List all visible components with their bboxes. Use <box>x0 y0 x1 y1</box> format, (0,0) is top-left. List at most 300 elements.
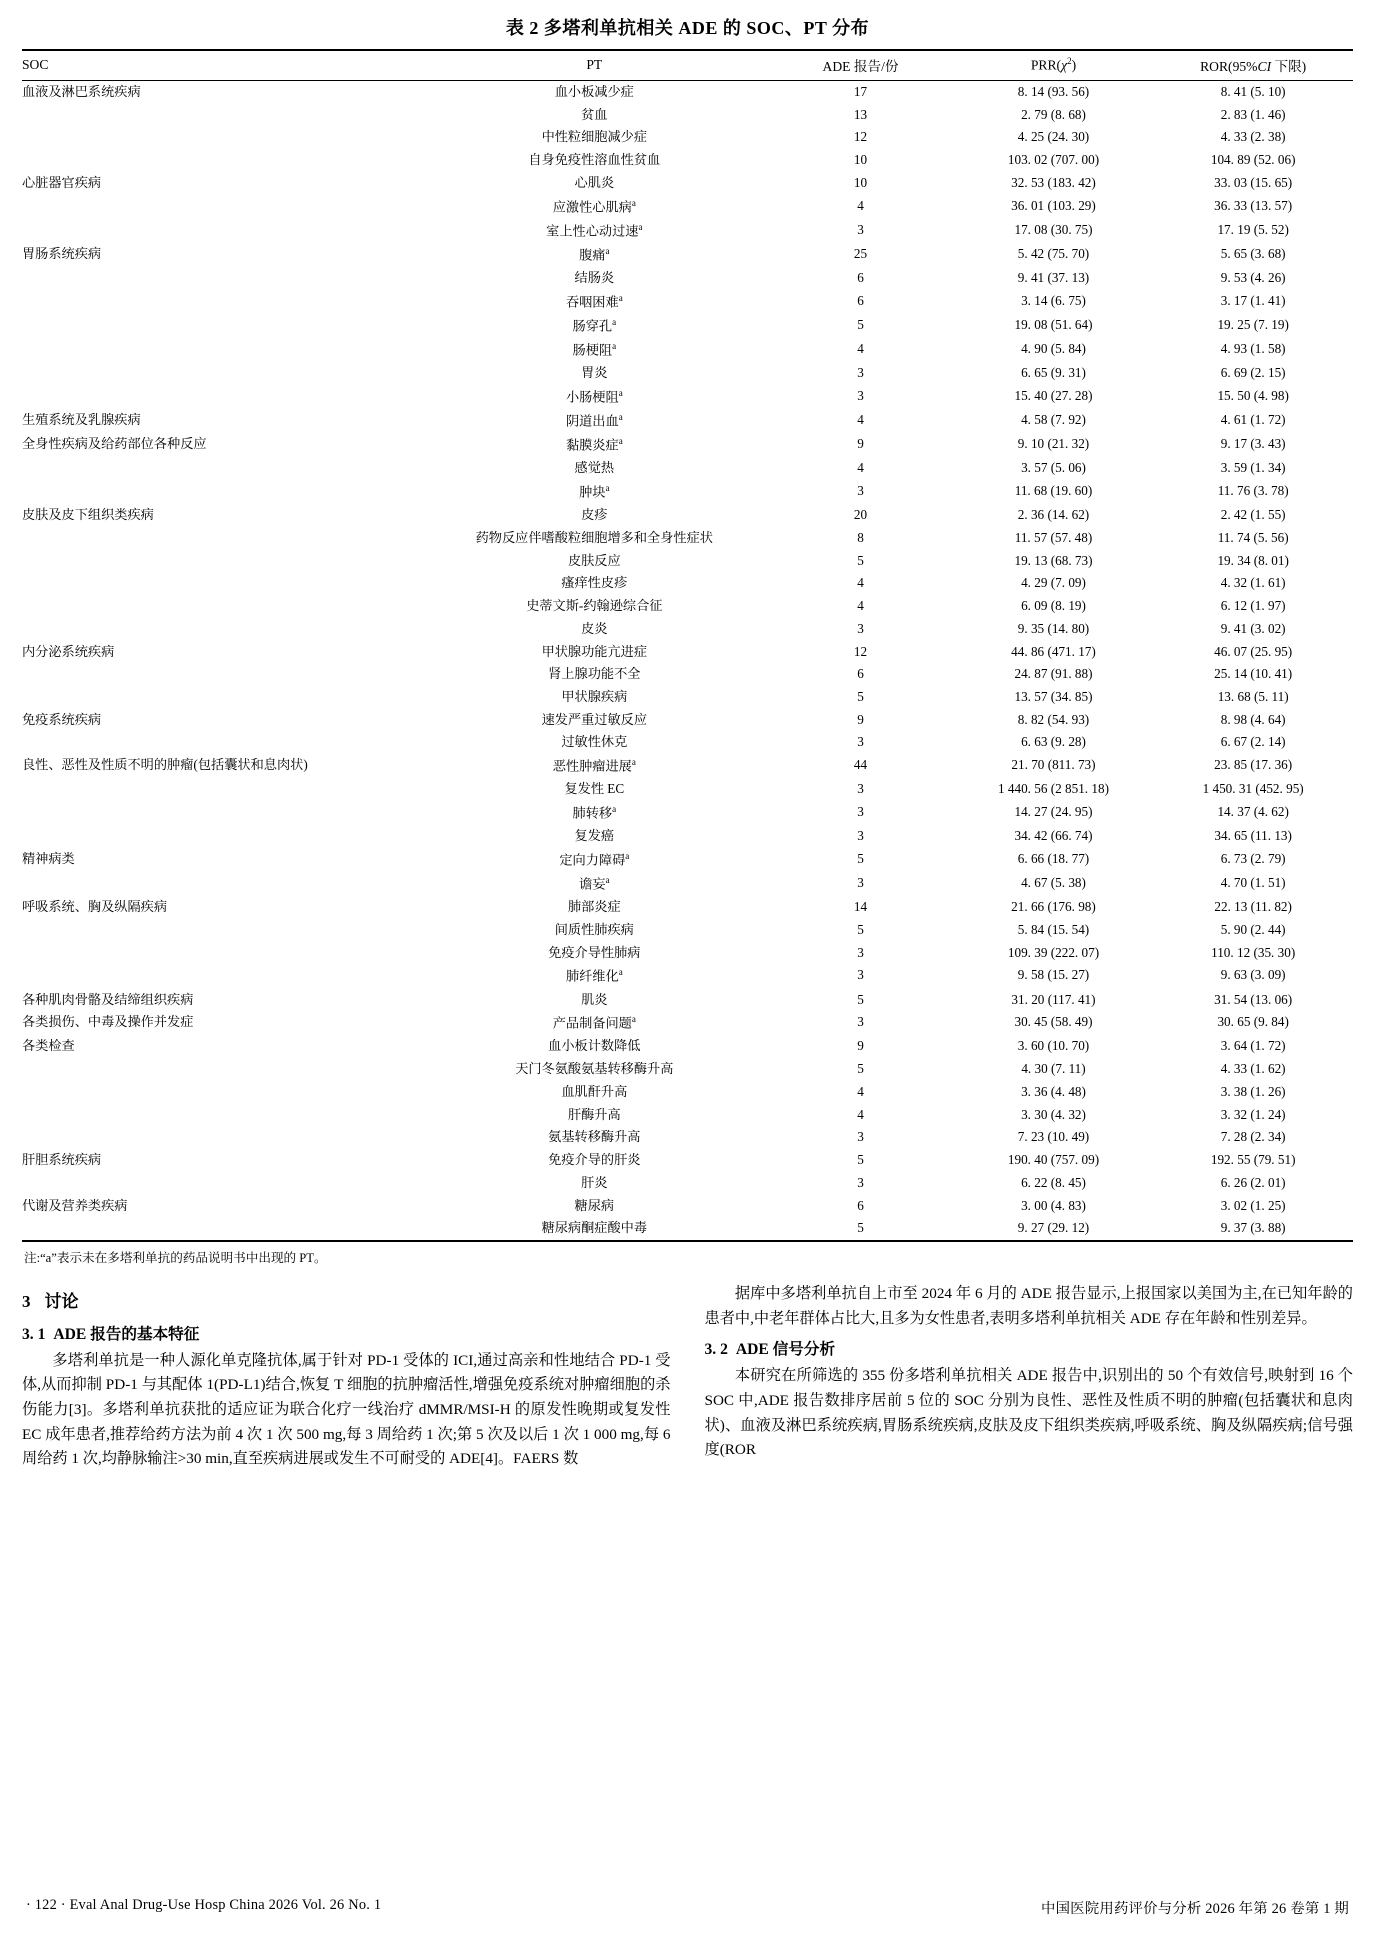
cell-pt: 间质性肺疾病 <box>554 921 634 937</box>
cell-report-count: 6 <box>857 292 864 308</box>
cell-report-count: 3 <box>857 365 864 381</box>
table-row <box>22 1058 1353 1081</box>
table-section <box>22 0 1353 1266</box>
cell-prr: 36. 01 (103. 29) <box>1011 197 1096 213</box>
cell-pt: 皮肤反应 <box>567 552 621 568</box>
cell-pt: 瘙痒性皮疹 <box>561 575 628 591</box>
cell-pt: 心肌炎 <box>574 174 615 190</box>
cell-prr: 11. 57 (57. 48) <box>1014 529 1093 545</box>
cell-report-count: 3 <box>857 828 864 844</box>
cell-ror: 6. 26 (2. 01) <box>1220 1174 1286 1190</box>
cell-ror: 4. 70 (1. 51) <box>1220 875 1286 891</box>
cell-soc <box>22 1081 421 1104</box>
table-row <box>22 104 1353 127</box>
table-head <box>22 50 1353 81</box>
cell-soc <box>22 964 421 988</box>
cell-ror: 9. 53 (4. 26) <box>1220 270 1286 286</box>
cell-soc <box>22 801 421 825</box>
cell-ror: 22. 13 (11. 82) <box>1214 899 1292 915</box>
cell-pt: 血肌酐升高 <box>561 1083 628 1099</box>
cell-prr: 34. 42 (66. 74) <box>1014 828 1093 844</box>
table-row <box>22 385 1353 409</box>
table-row <box>22 618 1353 641</box>
table-row <box>22 409 1353 433</box>
cell-report-count: 9 <box>857 436 864 452</box>
cell-ror: 46. 07 (25. 95) <box>1214 643 1293 659</box>
cell-prr: 3. 00 (4. 83) <box>1021 1197 1086 1213</box>
cell-soc: 血液及淋巴系统疾病 <box>22 84 141 99</box>
cell-pt: 过敏性休克 <box>561 734 628 750</box>
cell-soc <box>22 825 421 848</box>
cell-report-count: 4 <box>857 598 864 614</box>
table-row <box>22 919 1353 942</box>
cell-soc <box>22 1172 421 1195</box>
cell-prr: 4. 25 (24. 30) <box>1017 129 1090 145</box>
cell-pt: 肺转移$^a$ <box>572 804 617 821</box>
cell-soc <box>22 618 421 641</box>
subsection-title: ADE 报告的基本特征 <box>53 1325 200 1343</box>
cell-prr: 4. 67 (5. 38) <box>1021 875 1086 891</box>
cell-soc <box>22 338 421 362</box>
table-row <box>22 504 1353 527</box>
table-row <box>22 1081 1353 1104</box>
cell-prr: 4. 29 (7. 09) <box>1021 575 1086 591</box>
cell-ror: 19. 34 (8. 01) <box>1217 552 1289 568</box>
cell-pt: 血小板计数降低 <box>548 1038 641 1054</box>
cell-report-count: 3 <box>857 1174 864 1190</box>
paragraph-3: 本研究在所筛选的 355 份多塔利单抗相关 ADE 报告中,识别出的 50 个有效信号,映射到 16 个 SOC 中,ADE 报告数排序居前 5 位的 SOC 分别为良性、恶性及性质不明的肿瘤(包括囊状和息肉状)、血液及淋巴系统疾病,胃肠系统疾病,皮肤及皮下组织类疾病,呼吸系统、胸及纵隔疾病;信号强度(ROR <box>704 1367 1353 1459</box>
cell-pt: 中性粒细胞减少症 <box>541 129 648 145</box>
cell-report-count: 3 <box>857 483 864 498</box>
table-row <box>22 362 1353 385</box>
subsection-number: 3. 1 <box>22 1325 46 1343</box>
cell-prr: 19. 08 (51. 64) <box>1014 316 1093 332</box>
cell-report-count: 3 <box>857 1014 864 1030</box>
cell-report-count: 3 <box>857 1129 864 1145</box>
column-header-pt: PT <box>586 57 603 72</box>
cell-ror: 4. 32 (1. 61) <box>1220 575 1286 591</box>
table-row <box>22 778 1353 801</box>
cell-prr: 14. 27 (24. 95) <box>1014 804 1093 820</box>
cell-ror: 110. 12 (35. 30) <box>1211 944 1296 960</box>
cell-ror: 4. 33 (2. 38) <box>1220 129 1286 145</box>
cell-prr: 103. 02 (707. 00) <box>1007 152 1100 168</box>
cell-ror: 9. 41 (3. 02) <box>1220 620 1286 636</box>
subsection-number: 3. 2 <box>704 1341 728 1359</box>
cell-ror: 6. 67 (2. 14) <box>1220 734 1286 750</box>
cell-ror: 13. 68 (5. 11) <box>1217 689 1289 704</box>
cell-ror: 3. 38 (1. 26) <box>1220 1083 1286 1099</box>
cell-prr: 3. 60 (10. 70) <box>1017 1038 1090 1054</box>
cell-pt: 速发严重过敏反应 <box>541 711 648 727</box>
cell-report-count: 3 <box>857 875 864 891</box>
cell-prr: 9. 35 (14. 80) <box>1017 620 1090 636</box>
table-row <box>22 641 1353 664</box>
cell-ror: 31. 54 (13. 06) <box>1214 991 1293 1007</box>
table-row <box>22 1011 1353 1035</box>
cell-prr: 5. 84 (15. 54) <box>1017 921 1090 937</box>
cell-prr: 4. 30 (7. 11) <box>1021 1061 1086 1077</box>
cell-prr: 19. 13 (68. 73) <box>1014 552 1093 568</box>
table-row <box>22 314 1353 338</box>
table-row <box>22 550 1353 573</box>
cell-pt: 阴道出血$^a$ <box>565 412 623 429</box>
table-title: 表 2 多塔利单抗相关 ADE 的 SOC、PT 分布 <box>505 18 870 38</box>
cell-pt: 血小板减少症 <box>554 84 634 99</box>
cell-prr: 3. 57 (5. 06) <box>1021 460 1086 476</box>
cell-soc <box>22 385 421 409</box>
table-row <box>22 172 1353 195</box>
cell-soc <box>22 1104 421 1127</box>
cell-report-count: 17 <box>853 84 868 99</box>
cell-pt: 贫血 <box>581 106 608 122</box>
cell-soc <box>22 195 421 219</box>
table-row <box>22 243 1353 267</box>
cell-soc: 良性、恶性及性质不明的肿瘤(包括囊状和息肉状) <box>22 757 308 773</box>
table-row <box>22 686 1353 709</box>
table-row <box>22 1104 1353 1127</box>
cell-soc: 胃肠系统疾病 <box>22 245 102 261</box>
cell-pt: 肾上腺功能不全 <box>548 666 641 682</box>
cell-report-count: 5 <box>857 689 864 704</box>
cell-ror: 30. 65 (9. 84) <box>1217 1014 1289 1030</box>
cell-report-count: 6 <box>857 666 864 682</box>
subsection-heading-signal-analysis <box>705 1337 1354 1362</box>
column-header-soc: SOC <box>22 57 49 72</box>
cell-soc <box>22 1058 421 1081</box>
cell-pt: 史蒂文斯-约翰逊综合征 <box>526 598 663 614</box>
cell-report-count: 9 <box>857 1038 864 1054</box>
cell-soc <box>22 126 421 149</box>
cell-pt: 肺纤维化$^a$ <box>565 967 623 984</box>
cell-pt: 肠穿孔$^a$ <box>572 316 617 334</box>
table-row <box>22 1217 1353 1241</box>
cell-report-count: 3 <box>857 804 864 820</box>
cell-soc <box>22 1126 421 1149</box>
cell-ror: 34. 65 (11. 13) <box>1214 828 1292 844</box>
table-row <box>22 527 1353 550</box>
table-row <box>22 595 1353 618</box>
table-row <box>22 290 1353 314</box>
cell-pt: 吞咽困难$^a$ <box>565 292 623 310</box>
cell-pt: 甲状腺疾病 <box>561 689 628 704</box>
cell-report-count: 13 <box>853 106 868 122</box>
cell-ror: 9. 37 (3. 88) <box>1220 1220 1286 1236</box>
cell-report-count: 5 <box>857 552 864 568</box>
cell-ror: 4. 61 (1. 72) <box>1220 412 1286 428</box>
cell-report-count: 20 <box>853 507 868 523</box>
cell-soc <box>22 595 421 618</box>
cell-soc: 生殖系统及乳腺疾病 <box>22 412 141 428</box>
cell-soc <box>22 267 421 290</box>
cell-pt: 小肠梗阻$^a$ <box>565 387 623 405</box>
table-note: 注:“a”表示未在多塔利单抗的药品说明书中出现的 PT。 <box>24 1250 327 1265</box>
table-row <box>22 1195 1353 1218</box>
cell-prr: 3. 36 (4. 48) <box>1021 1083 1086 1099</box>
table-header-row <box>22 50 1353 81</box>
table-row <box>22 433 1353 457</box>
cell-report-count: 3 <box>857 944 864 960</box>
cell-soc <box>22 219 421 243</box>
cell-prr: 6. 66 (18. 77) <box>1017 850 1090 866</box>
cell-prr: 8. 82 (54. 93) <box>1017 711 1090 727</box>
cell-soc <box>22 104 421 127</box>
footer-right: 中国医院用药评价与分析 2026 年第 26 卷第 1 期 <box>1040 1901 1349 1917</box>
cell-soc: 内分泌系统疾病 <box>22 643 115 659</box>
cell-soc <box>22 663 421 686</box>
page-footer <box>0 1897 1375 1918</box>
cell-ror: 14. 37 (4. 62) <box>1217 804 1289 820</box>
cell-soc <box>22 362 421 385</box>
cell-ror: 8. 98 (4. 64) <box>1220 711 1286 727</box>
cell-ror: 5. 65 (3. 68) <box>1220 245 1286 261</box>
column-header-prr: $PRR(\chi^2)$ <box>1030 56 1077 73</box>
table-row <box>22 754 1353 778</box>
cell-report-count: 5 <box>857 1220 864 1236</box>
cell-prr: 6. 22 (8. 45) <box>1021 1174 1086 1190</box>
cell-report-count: 5 <box>857 1061 864 1077</box>
table-row <box>22 964 1353 988</box>
cell-soc <box>22 872 421 896</box>
cell-report-count: 8 <box>857 529 864 545</box>
table-row <box>22 149 1353 172</box>
cell-pt: 免疫介导的肝炎 <box>548 1152 641 1168</box>
cell-report-count: 10 <box>853 152 868 168</box>
cell-prr: 3. 30 (4. 32) <box>1021 1106 1086 1122</box>
cell-ror: 1 450. 31 (452. 95) <box>1202 781 1304 797</box>
cell-prr: 31. 20 (117. 41) <box>1011 991 1096 1007</box>
cell-report-count: 9 <box>857 711 864 727</box>
cell-soc: 各类损伤、中毒及操作并发症 <box>22 1014 194 1030</box>
cell-prr: 4. 58 (7. 92) <box>1021 412 1086 428</box>
cell-report-count: 12 <box>853 129 868 145</box>
cell-ror: 3. 32 (1. 24) <box>1220 1106 1286 1122</box>
cell-soc <box>22 686 421 709</box>
cell-soc <box>22 290 421 314</box>
cell-ror: 19. 25 (7. 19) <box>1217 316 1289 332</box>
table-row <box>22 731 1353 754</box>
cell-pt: 肝酶升高 <box>567 1106 621 1122</box>
table-row <box>22 989 1353 1012</box>
cell-prr: 6. 63 (9. 28) <box>1021 734 1086 750</box>
cell-prr: 17. 08 (30. 75) <box>1014 221 1093 237</box>
cell-ror: 3. 02 (1. 25) <box>1220 1197 1286 1213</box>
cell-report-count: 4 <box>857 341 864 357</box>
cell-report-count: 5 <box>857 991 864 1007</box>
cell-prr: 190. 40 (757. 09) <box>1007 1152 1100 1168</box>
table-row <box>22 1035 1353 1058</box>
table-row <box>22 848 1353 872</box>
cell-report-count: 4 <box>857 1106 864 1122</box>
cell-prr: 3. 14 (6. 75) <box>1021 292 1086 308</box>
cell-ror: 9. 17 (3. 43) <box>1220 436 1286 452</box>
column-header-ror: ROR(95%CI 下限) <box>1200 59 1307 74</box>
table-row <box>22 480 1353 504</box>
cell-prr: 9. 58 (15. 27) <box>1017 967 1090 983</box>
cell-prr: 21. 70 (811. 73) <box>1011 757 1096 773</box>
cell-ror: 4. 33 (1. 62) <box>1220 1061 1286 1077</box>
cell-prr: 11. 68 (19. 60) <box>1014 483 1093 498</box>
table-row <box>22 195 1353 219</box>
cell-pt: 糖尿病 <box>574 1197 615 1213</box>
cell-ror: 25. 14 (10. 41) <box>1214 666 1293 682</box>
table-row <box>22 1126 1353 1149</box>
cell-report-count: 5 <box>857 921 864 937</box>
cell-soc <box>22 527 421 550</box>
table-row <box>22 219 1353 243</box>
paragraph-1: 多塔利单抗是一种人源化单克隆抗体,属于针对 PD-1 受体的 ICI,通过高亲和性地结合 PD-1 受体,从而抑制 PD-1 与其配体 1(PD-L1)结合,恢复 T 细胞的抗肿瘤活性,增强免疫系统对肿瘤细胞的杀伤能力[3]。多塔利单抗获批的适应证为联合化疗一线治疗 dMMR/MSI-H 的原发性晚期或复发性 EC 成年患者,推荐给药方法为前 4 次 1 次 500 mg,每 3 周给药 1 次;第 5 次及以后 1 次 1 000 mg,每 6 周给药 1 次,均静脉输注>30 min,直至疾病进展或发生不可耐受的 ADE[4]。FAERS 数 <box>22 1351 671 1468</box>
cell-pt: 复发性 EC <box>564 781 625 797</box>
cell-pt: 应激性心肌病$^a$ <box>552 197 636 215</box>
cell-pt: 定向力障碍$^a$ <box>559 850 630 868</box>
cell-pt: 氨基转移酶升高 <box>548 1129 641 1145</box>
cell-soc <box>22 149 421 172</box>
table-row <box>22 942 1353 965</box>
cell-pt: 感觉热 <box>574 460 615 476</box>
article-body <box>22 1282 1353 1472</box>
cell-report-count: 5 <box>857 1152 864 1168</box>
cell-soc <box>22 942 421 965</box>
cell-pt: 糖尿病酮症酸中毒 <box>541 1220 648 1236</box>
cell-prr: 4. 90 (5. 84) <box>1021 341 1086 357</box>
cell-prr: 5. 42 (75. 70) <box>1017 245 1090 261</box>
cell-ror: 3. 64 (1. 72) <box>1220 1038 1286 1054</box>
cell-ror: 15. 50 (4. 98) <box>1217 387 1289 403</box>
cell-soc <box>22 731 421 754</box>
cell-report-count: 4 <box>857 575 864 591</box>
cell-report-count: 14 <box>853 899 868 915</box>
table-row <box>22 1149 1353 1172</box>
cell-report-count: 4 <box>857 412 864 428</box>
cell-soc <box>22 480 421 504</box>
cell-ror: 4. 93 (1. 58) <box>1220 341 1286 357</box>
cell-prr: 32. 53 (183. 42) <box>1011 174 1096 190</box>
cell-soc: 各种肌肉骨骼及结缔组织疾病 <box>22 991 194 1007</box>
cell-prr: 6. 65 (9. 31) <box>1021 365 1086 381</box>
cell-prr: 9. 27 (29. 12) <box>1017 1220 1090 1236</box>
cell-soc: 皮肤及皮下组织类疾病 <box>22 507 154 523</box>
cell-ror: 192. 55 (79. 51) <box>1210 1152 1296 1168</box>
table-row <box>22 896 1353 919</box>
cell-prr: 13. 57 (34. 85) <box>1014 689 1093 704</box>
cell-ror: 7. 28 (2. 34) <box>1220 1129 1286 1145</box>
cell-soc: 各类检查 <box>22 1038 75 1054</box>
cell-soc <box>22 314 421 338</box>
cell-soc: 免疫系统疾病 <box>22 711 102 727</box>
cell-prr: 7. 23 (10. 49) <box>1017 1129 1090 1145</box>
cell-pt: 肠梗阻$^a$ <box>572 341 617 358</box>
cell-soc <box>22 572 421 595</box>
cell-pt: 天门冬氨酸氨基转移酶升高 <box>515 1061 674 1077</box>
cell-pt: 黏膜炎症$^a$ <box>565 436 623 453</box>
cell-soc <box>22 778 421 801</box>
cell-ror: 23. 85 (17. 36) <box>1214 757 1293 773</box>
cell-report-count: 3 <box>857 620 864 636</box>
cell-report-count: 44 <box>853 757 868 773</box>
cell-report-count: 10 <box>853 174 868 190</box>
cell-prr: 2. 79 (8. 68) <box>1021 106 1086 122</box>
cell-soc: 肝胆系统疾病 <box>22 1152 102 1168</box>
cell-report-count: 4 <box>857 1083 864 1099</box>
column-header-reports: ADE 报告/份 <box>822 59 899 74</box>
cell-prr: 30. 45 (58. 49) <box>1014 1014 1093 1030</box>
cell-pt: 药物反应伴嗜酸粒细胞增多和全身性症状 <box>475 529 713 545</box>
table-row <box>22 126 1353 149</box>
cell-pt: 肌炎 <box>581 991 608 1007</box>
cell-ror: 36. 33 (13. 57) <box>1214 197 1293 213</box>
cell-pt: 肝炎 <box>581 1174 608 1190</box>
footer-left: · 122 · Eval Anal Drug-Use Hosp China 2026 Vol. 26 No. 1 <box>26 1897 382 1913</box>
cell-pt: 产品制备问题$^a$ <box>552 1014 636 1031</box>
cell-soc <box>22 550 421 573</box>
table-row <box>22 663 1353 686</box>
cell-ror: 6. 73 (2. 79) <box>1220 850 1286 866</box>
cell-pt: 肿块$^a$ <box>579 483 610 500</box>
table-row <box>22 338 1353 362</box>
cell-report-count: 25 <box>853 245 868 261</box>
cell-prr: 8. 14 (93. 56) <box>1017 84 1090 99</box>
cell-soc: 全身性疾病及给药部位各种反应 <box>22 436 207 452</box>
table-row <box>22 457 1353 480</box>
cell-ror: 2. 42 (1. 55) <box>1220 507 1286 523</box>
cell-ror: 6. 69 (2. 15) <box>1220 365 1286 381</box>
cell-prr: 6. 09 (8. 19) <box>1021 598 1086 614</box>
subsection-heading-basic-features <box>22 1322 671 1347</box>
cell-report-count: 3 <box>857 387 864 403</box>
cell-report-count: 3 <box>857 781 864 797</box>
cell-ror: 3. 59 (1. 34) <box>1220 460 1286 476</box>
cell-soc: 呼吸系统、胸及纵隔疾病 <box>22 899 168 915</box>
cell-pt: 胃炎 <box>581 365 608 381</box>
cell-ror: 11. 74 (5. 56) <box>1217 529 1289 545</box>
cell-report-count: 3 <box>857 221 864 237</box>
cell-prr: 9. 41 (37. 13) <box>1017 270 1090 286</box>
cell-report-count: 6 <box>857 270 864 286</box>
cell-pt: 自身免疫性溶血性贫血 <box>528 152 661 168</box>
table-row <box>22 872 1353 896</box>
cell-ror: 11. 76 (3. 78) <box>1217 483 1289 498</box>
cell-soc: 精神病类 <box>22 850 75 866</box>
section-number: 3 <box>22 1291 31 1311</box>
cell-report-count: 3 <box>857 967 864 983</box>
cell-prr: 21. 66 (176. 98) <box>1011 899 1096 915</box>
cell-soc: 代谢及营养类疾病 <box>22 1197 128 1213</box>
table-row <box>22 1172 1353 1195</box>
cell-report-count: 4 <box>857 197 864 213</box>
table-row <box>22 801 1353 825</box>
cell-ror: 6. 12 (1. 97) <box>1220 598 1286 614</box>
cell-soc <box>22 919 421 942</box>
section-title: 讨论 <box>44 1291 79 1311</box>
cell-soc <box>22 1217 421 1241</box>
cell-prr: 109. 39 (222. 07) <box>1007 944 1100 960</box>
table-row <box>22 81 1353 104</box>
table-row <box>22 267 1353 290</box>
cell-pt: 肺部炎症 <box>567 899 621 915</box>
cell-report-count: 5 <box>857 850 864 866</box>
cell-prr: 15. 40 (27. 28) <box>1014 387 1093 403</box>
cell-pt: 免疫介导性肺病 <box>548 944 641 960</box>
table-row <box>22 572 1353 595</box>
cell-report-count: 6 <box>857 1197 864 1213</box>
paragraph-2: 据库中多塔利单抗自上市至 2024 年 6 月的 ADE 报告显示,上报国家以美国为主,在已知年龄的患者中,中老年群体占比大,且多为女性患者,表明多塔利单抗相关 ADE 存在年龄和性别差异。 <box>704 1284 1353 1327</box>
cell-pt: 复发癌 <box>574 828 615 844</box>
cell-ror: 8. 41 (5. 10) <box>1220 84 1286 99</box>
subsection-title: ADE 信号分析 <box>735 1341 836 1359</box>
table-body <box>22 81 1353 1241</box>
cell-report-count: 4 <box>857 460 864 476</box>
cell-pt: 皮疹 <box>581 507 608 523</box>
